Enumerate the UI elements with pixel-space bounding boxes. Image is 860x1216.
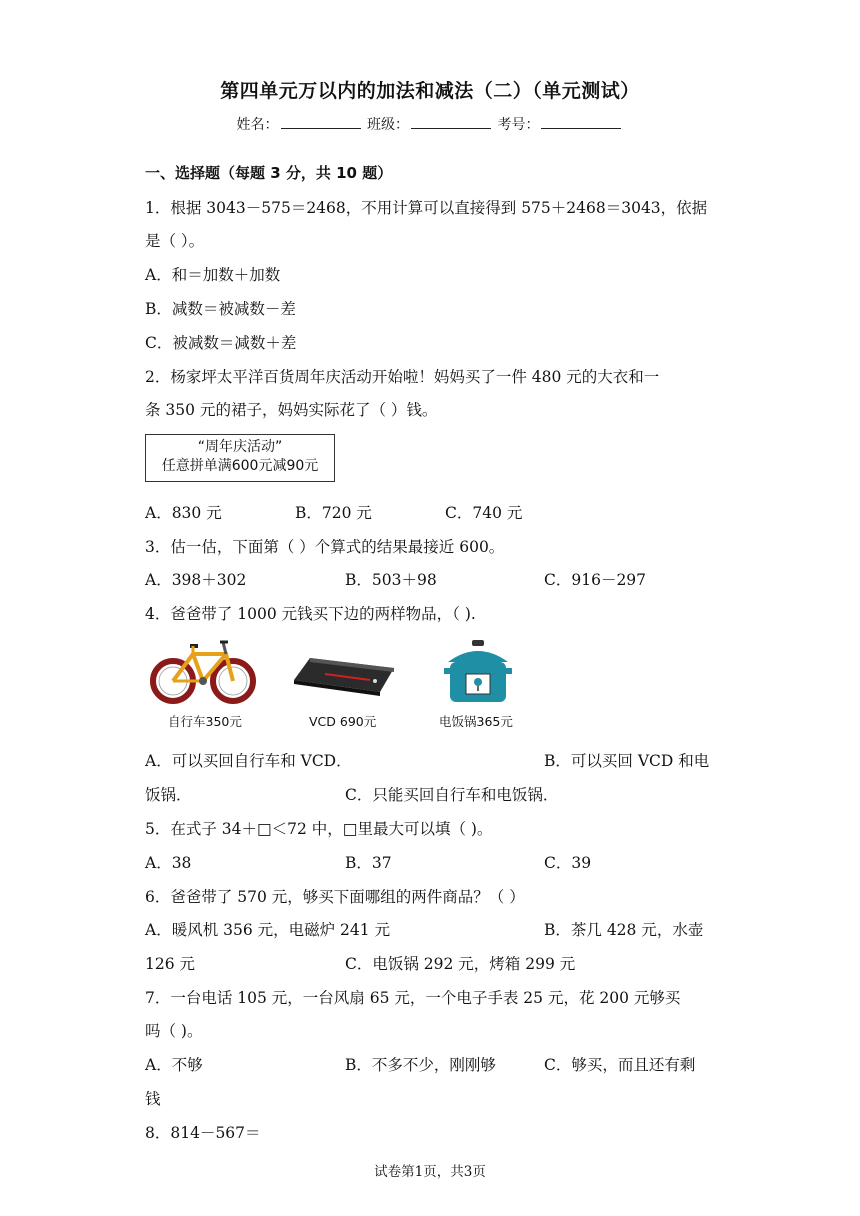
- rice-cooker-icon: [442, 638, 514, 706]
- question-1-text: 1．根据 3043－575＝2468，不用计算可以直接得到 575＋2468＝3043，依据: [145, 199, 708, 217]
- rice-cooker-label: 电饭锅365元: [439, 714, 513, 729]
- question-4-option-c[interactable]: C．只能买回自行车和电饭锅．: [345, 786, 559, 804]
- question-4-text: 4．爸爸带了 1000 元钱买下边的两样物品，（ ).: [145, 605, 476, 623]
- question-4-option-a[interactable]: A．可以买回自行车和 VCD．: [145, 752, 352, 770]
- question-7-option-b[interactable]: B．不多不少，刚刚够: [345, 1056, 496, 1074]
- number-label: 考号：: [497, 117, 540, 133]
- page-title: 第四单元万以内的加法和减法（二）（单元测试）: [220, 80, 640, 102]
- question-5-option-a[interactable]: A．38: [145, 854, 192, 872]
- question-7-option-a[interactable]: A．不够: [145, 1056, 203, 1074]
- question-3-option-c[interactable]: C．916－297: [544, 571, 647, 589]
- question-8-text: 8．814－567＝: [145, 1124, 261, 1142]
- number-blank[interactable]: [541, 116, 621, 129]
- name-label: 姓名：: [236, 117, 279, 133]
- question-6-option-c[interactable]: C．电饭锅 292 元，烤箱 299 元: [345, 955, 576, 973]
- question-6-option-b[interactable]: B．茶几 428 元，水壶: [544, 921, 704, 939]
- question-1-option-c[interactable]: C．被减数＝减数＋差: [145, 334, 297, 352]
- class-blank[interactable]: [411, 116, 491, 129]
- question-7-option-c[interactable]: C．够买，而且还有剩: [544, 1056, 696, 1074]
- bicycle-label: 自行车350元: [168, 714, 242, 729]
- question-1-option-a[interactable]: A．和＝加数＋加数: [145, 266, 281, 284]
- question-6-option-a[interactable]: A．暖风机 356 元，电磁炉 241 元: [145, 921, 391, 939]
- question-2-option-b[interactable]: B．720 元: [295, 504, 372, 522]
- question-2-option-c[interactable]: C．740 元: [445, 504, 523, 522]
- promo-box: [145, 434, 335, 482]
- question-5-option-c[interactable]: C．39: [544, 854, 592, 872]
- promo-title: “周年庆活动”: [197, 439, 283, 455]
- question-4-option-b[interactable]: B．可以买回 VCD 和电: [544, 752, 710, 770]
- question-6-text: 6．爸爸带了 570 元，够买下面哪组的两件商品？（ ）: [145, 888, 525, 906]
- question-3-text: 3．估一估，下面第（ ）个算式的结果最接近 600。: [145, 538, 505, 556]
- question-5-option-b[interactable]: B．37: [345, 854, 392, 872]
- question-4-option-b-cont: 饭锅．: [145, 786, 192, 804]
- vcd-label: VCD 690元: [309, 714, 377, 729]
- question-7-text-cont: 吗（ )。: [145, 1022, 203, 1040]
- page-footer: 试卷第1页，共3页: [374, 1164, 486, 1180]
- question-3-option-b[interactable]: B．503＋98: [345, 571, 437, 589]
- question-2-text-cont: 条 350 元的裙子，妈妈实际花了（ ）钱。: [145, 401, 438, 419]
- promo-detail: 任意拼单满600元减90元: [161, 458, 319, 474]
- section-heading: 一、选择题（每题 3 分，共 10 题）: [145, 164, 393, 182]
- question-7-option-c-cont: 钱: [145, 1090, 161, 1108]
- name-blank[interactable]: [281, 116, 361, 129]
- bicycle-icon: [148, 636, 258, 706]
- question-6-option-b-cont: 126 元: [145, 955, 196, 973]
- question-5-text: 5．在式子 34＋□＜72 中，□里最大可以填（ )。: [145, 820, 493, 838]
- question-1-text-cont: 是（ ）。: [145, 232, 205, 250]
- question-2-option-a[interactable]: A．830 元: [145, 504, 222, 522]
- question-2-text: 2．杨家坪太平洋百货周年庆活动开始啦！妈妈买了一件 480 元的大衣和一: [145, 368, 660, 386]
- question-7-text: 7．一台电话 105 元，一台风扇 65 元，一个电子手表 25 元，花 200 元够买: [145, 989, 681, 1007]
- question-3-option-a[interactable]: A．398＋302: [145, 571, 247, 589]
- vcd-player-icon: [290, 650, 398, 698]
- question-1-option-b[interactable]: B．减数＝被减数－差: [145, 300, 296, 318]
- class-label: 班级：: [367, 117, 409, 133]
- student-info: [0, 114, 860, 134]
